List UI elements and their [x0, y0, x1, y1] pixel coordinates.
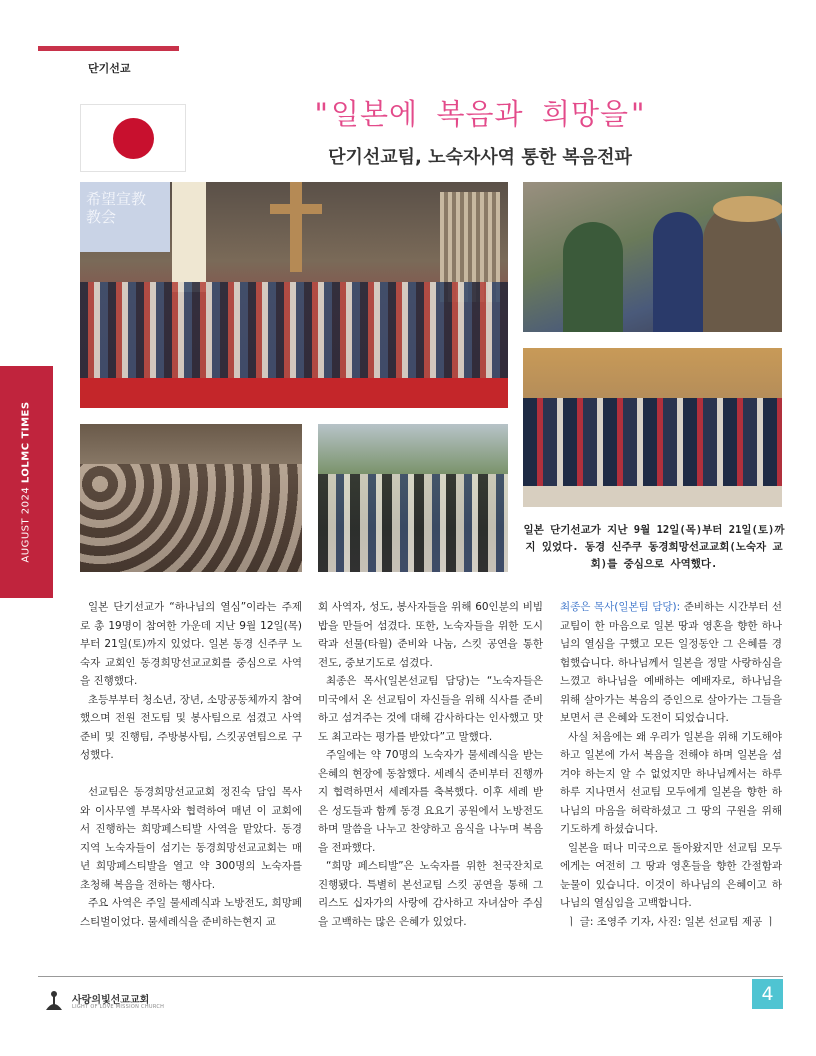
group-photo-ribbons	[523, 348, 782, 507]
page-number: 4	[752, 979, 783, 1009]
article-paragraph: 주일에는 약 70명의 노숙자가 물세례식을 받는 은혜의 현장에 동참했다. 세례식 준비부터 진행까지 협력하면서 세례자를 축복했다. 이후 세례 받은 성도들과 함께 동경 요요기 공원에서 노방전도하며 말씀을 나누고 찬양하고 음식을 나누며 복음을 전파했다.	[318, 749, 543, 854]
subheadline: 단기선교팀, 노숙자사역 통한 복음전파	[328, 147, 632, 168]
article-column-1	[80, 598, 302, 931]
article-paragraph: 초등부부터 청소년, 장년, 소망공동체까지 참여했으며 전원 전도팀 및 봉사팀으로 섬겼고 사역준비 및 진행팀, 주방봉사팀, 스킷공연팀으로 구성했다.	[80, 693, 302, 761]
congregation-photo	[80, 424, 302, 572]
side-banner-text	[21, 401, 32, 562]
article-paragraph: 일본 단기선교가 “하나님의 열심”이라는 주제로 총 19명이 참여한 가운데 지난 9월 12일(목)부터 21일(토)까지 있었다. 일본 동경 신주쿠 노숙자 교회인 동경희망선교교회를 중심으로 사역을 진행했다.	[80, 601, 302, 687]
section-label: 단기선교	[88, 62, 131, 75]
article-paragraph: 최종은 목사(일본팀 담당): 준비하는 시간부터 선교팀이 한 마음으로 일본 땅과 영혼을 향한 하나님의 열심을 구했고 모든 일정동안 그 은혜를 경험했습니다. 하나님께서 일본을 정말 사랑하심을 느꼈고 하나님을 예배하는 예배자로, 하나님을 위해 살아가는 복음의 증인으로 살아가는 그들을 보면서 큰 은혜와 도전이 되었습니다.	[560, 601, 782, 724]
article-paragraph: 주요 사역은 주일 물세례식과 노방전도, 희망페스티벌이었다. 물세례식을 준비하는현지 교	[80, 897, 302, 928]
article-column-3	[560, 598, 782, 931]
serving-food-photo	[523, 182, 782, 332]
headline: "일본에 복음과 희망을"	[312, 97, 648, 131]
photo-caption: 일본 단기선교가 지난 9월 12일(목)부터 21일(토)까지 있었다. 동경 신주쿠 동경희망선교교회(노숙자 교회)를 중심으로 사역했다.	[523, 524, 785, 570]
article-paragraph: 최종은 목사(일본선교팀 담당)는 “노숙자들은 미국에서 온 선교팀이 자신들을 위해 식사를 준비하고 섬겨주는 것에 대해 감사하다는 인사했고 맛도 최고라는 평가를 받았다”고 말했다.	[318, 675, 543, 743]
article-paragraph: 회 사역자, 성도, 봉사자들을 위해 60인분의 비빔밥을 만들어 섬겼다. 또한, 노숙자들을 위한 도시락과 선물(타월) 준비와 나눔, 스킷 공연을 통한 전도, 중보기도로 섬겼다.	[318, 601, 543, 669]
japan-flag-icon	[80, 104, 186, 172]
article-paragraph: 일본을 떠나 미국으로 돌아왔지만 선교팀 모두에게는 여전히 그 땅과 영혼들을 향한 간절함과 눈물이 있습니다. 이것이 하나님의 은혜이고 하나님의 열심임을 고백합니다.	[560, 841, 782, 909]
church-sign-text: 希望宣教教会	[86, 190, 147, 226]
street-group-photo	[318, 424, 508, 572]
article-paragraph: 사실 처음에는 왜 우리가 일본을 위해 기도해야 하고 일본에 가서 복음을 전해야 하며 일본을 섬겨야 하는지 알 수 없었지만 하나님께서는 하루하루 지나면서 선교팀 모두에게 일본을 향한 하나님의 마음을 허락하셨고 그 땅의 구원을 위해 기도하게 하셨습니다.	[560, 730, 782, 835]
article-paragraph: 선교팀은 동경희망선교교회 정진숙 담임 목사와 이사무엘 부목사와 협력하여 매년 이 교회에서 진행하는 희망페스티발 사역을 맡았다. 동경지역 노숙자들이 섬기는 동경희망선교교회는 매년 희망페스티발을 열고 약 300명의 노숙자를 초청해 복음을 전하는 행사다.	[80, 786, 302, 891]
interviewee-name: 최종은 목사(일본팀 담당):	[560, 601, 681, 613]
footer-divider	[38, 976, 783, 977]
church-name: 사랑의빛선교교회	[72, 995, 150, 1006]
article-column-2	[318, 598, 543, 931]
article-credit: ㅣ 글: 조영주 기자, 사진: 일본 선교팀 제공 ㅣ	[566, 915, 776, 928]
group-photo-stage	[80, 182, 508, 408]
article-paragraph: “희망 페스티발”은 노숙자를 위한 천국잔치로 진행됐다. 특별히 본선교팀 스킷 공연을 통해 그리스도 십자가의 사랑에 감사하고 자녀삼아 주심을 고백하는 많은 은혜가 있었다.	[318, 860, 543, 928]
church-logo-icon	[44, 990, 64, 1012]
issue-date: AUGUST 2024	[20, 486, 32, 563]
top-accent-bar	[38, 46, 179, 51]
church-name-english: LIGHT OF LOVE MISSION CHURCH	[72, 1004, 165, 1010]
publication-name: LOLMC TIMES	[20, 401, 32, 484]
